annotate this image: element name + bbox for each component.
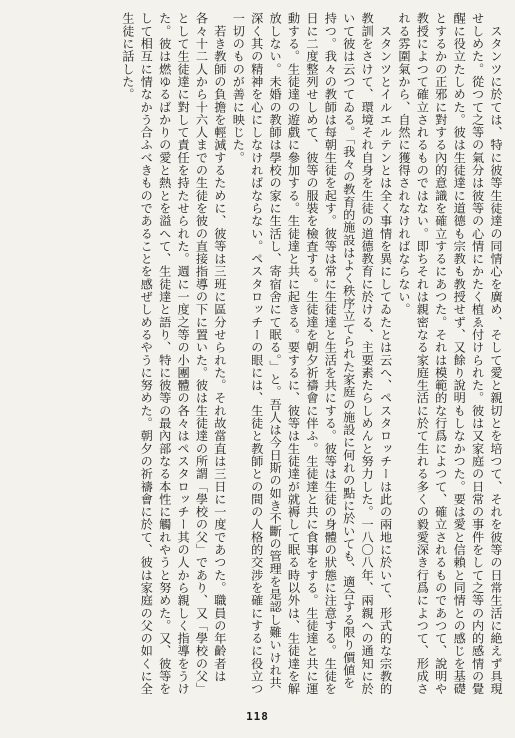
paragraph: スタンツに於ては、特に彼等生徒達の同情心を廣め、そして愛と親切とを培つて、それを彼等の日常生活に絶えず具現せしめた。從つて之等の氣分は彼等の心情にかたく植ゑ付けられた。彼は又家庭の日常の事件をして之等の内的感情の覺醒に役立たしめた。彼は生徒達に道德も宗教も教授せず、又餘り說明もしなかつた。要は愛と信賴と同情との感じを基礎とするかの正邪に對する內的意識を確立するにあつた。それは模範的な行爲によつて、確立されるものであつて、說明や教授によつて確立されるものではない。即ちそれは親密なる家庭生活に於て生れる多くの毅愛深き行爲によつて、形成される雰圍氣から、自然に獲得されなければならない。 bbox=[396, 12, 503, 696]
paragraph: スタンツとイルエルテンとは全く事情を異にしてゐたとは云へ、ペスタロッチーは此の兩地に於いて、形式的な宗教的教訓をさけて、環境それ自身を生徒の道德教育に於ける、主要素たらしめんと努力した。一八〇八年、兩親への通知に於いて彼は云つてゐる。「我々の教育的施設はよく秩序立てられた家庭の施設に何れの點に於いても、適合する限り價値を持つ。我々の教師は每朝生徒を起す。彼等は常に生徒達と生活を共にする。彼等は生徒の身體の狀態に注意する。生徒を日に二度整列せしめて、彼等の服裝を檢査する。生徒達を朝夕祈禱會に伴ふ。生徒達と共に食事をする。生徒達と共に運動する。生徒達の遊戲に參加する。生徒達と共に起きる。要するに、彼等は生徒達が就褥して眠る時以外は、生徒達を解放しない。未婚の教師は學校の家に生活し、寄宿舍にて眠る。」と。吾人は今日斯の如き不斷の管理を是認し難いけれ共深く其の精神を心にしなければならない。ペスタロッチーの眼には、生徒と教師との間の人格的交涉を確にするに役立つ一切のものが善に映じた。 bbox=[231, 12, 393, 696]
vertical-text-body bbox=[35, 12, 505, 697]
page-number: 118 bbox=[246, 710, 269, 723]
paragraph: 若き教師の負擔を輕減するために、彼等は三班に區分せられた。それ故當直は三日に一度であつた。職員の年齡者は各々十二人から十六人までの生徒を彼の直接指導の下に置いた。彼は生徒達の所謂「學校の父」であり、又「學校の父」として生徒達に對して責任を持たせられた。週に一度之等の小團體の各々はペスタロッチー其の人から親しく指導をうけた。彼は燃ゆるばかりの愛と熱とを溢へて、生徒達と語り、特に彼等の最內部なる本性に觸れやうと努めた。又、彼等をして相互に情なかう合ふべきものであることを感ぜしめるやうに努めた。朝夕の祈禱會に於て、彼は家庭の父の如くに全生徒に話した。 bbox=[120, 12, 227, 696]
